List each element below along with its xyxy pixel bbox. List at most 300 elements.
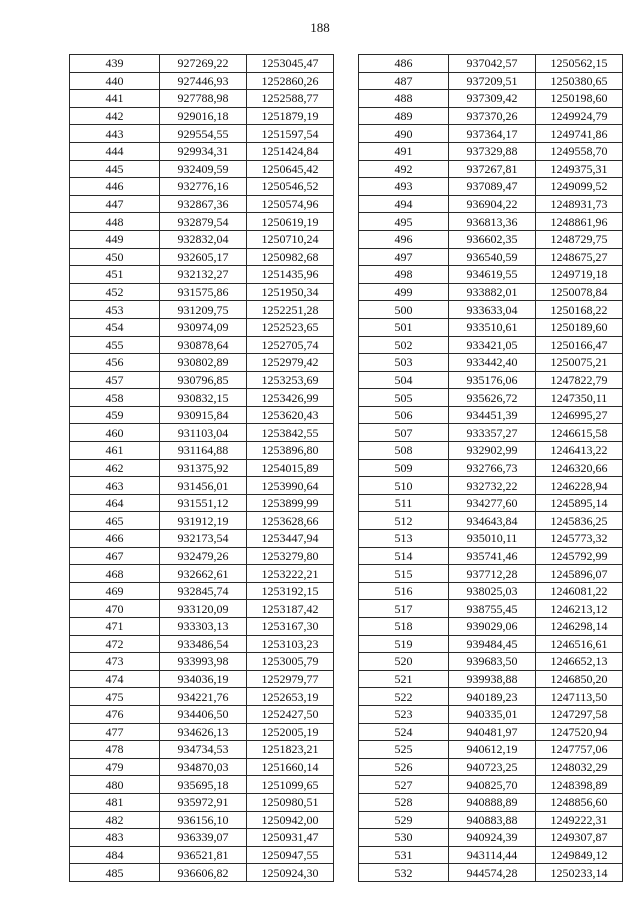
table-row bbox=[70, 705, 334, 723]
x-coordinate-cell: 937089,47 bbox=[449, 178, 536, 196]
table-row bbox=[359, 600, 623, 618]
x-coordinate-cell: 934451,39 bbox=[449, 406, 536, 424]
x-coordinate-cell: 939484,45 bbox=[449, 635, 536, 653]
table-row bbox=[359, 371, 623, 389]
y-coordinate-cell: 1253990,64 bbox=[247, 477, 334, 495]
x-coordinate-cell: 931912,19 bbox=[160, 512, 247, 530]
point-number-cell: 447 bbox=[70, 195, 160, 213]
table-row bbox=[70, 758, 334, 776]
table-row bbox=[359, 635, 623, 653]
x-coordinate-cell: 932776,16 bbox=[160, 178, 247, 196]
point-number-cell: 514 bbox=[359, 547, 449, 565]
point-number-cell: 460 bbox=[70, 424, 160, 442]
y-coordinate-cell: 1252005,19 bbox=[247, 723, 334, 741]
y-coordinate-cell: 1251879,19 bbox=[247, 107, 334, 125]
table-row bbox=[70, 125, 334, 143]
point-number-cell: 504 bbox=[359, 371, 449, 389]
point-number-cell: 448 bbox=[70, 213, 160, 231]
y-coordinate-cell: 1253187,42 bbox=[247, 600, 334, 618]
x-coordinate-cell: 933486,54 bbox=[160, 635, 247, 653]
table-row bbox=[359, 688, 623, 706]
table-row bbox=[359, 107, 623, 125]
table-row bbox=[70, 90, 334, 108]
x-coordinate-cell: 933421,05 bbox=[449, 336, 536, 354]
x-coordinate-cell: 938755,45 bbox=[449, 600, 536, 618]
y-coordinate-cell: 1253628,66 bbox=[247, 512, 334, 530]
point-number-cell: 522 bbox=[359, 688, 449, 706]
x-coordinate-cell: 932845,74 bbox=[160, 582, 247, 600]
y-coordinate-cell: 1251099,65 bbox=[247, 776, 334, 794]
table-row bbox=[70, 741, 334, 759]
x-coordinate-cell: 930878,64 bbox=[160, 336, 247, 354]
y-coordinate-cell: 1249307,87 bbox=[536, 829, 623, 847]
y-coordinate-cell: 1248729,75 bbox=[536, 230, 623, 248]
table-row bbox=[70, 811, 334, 829]
table-row bbox=[359, 442, 623, 460]
point-number-cell: 439 bbox=[70, 55, 160, 73]
coordinates-table-right-body bbox=[359, 55, 623, 882]
point-number-cell: 452 bbox=[70, 283, 160, 301]
table-row bbox=[359, 142, 623, 160]
y-coordinate-cell: 1253167,30 bbox=[247, 618, 334, 636]
y-coordinate-cell: 1250574,96 bbox=[247, 195, 334, 213]
x-coordinate-cell: 927788,98 bbox=[160, 90, 247, 108]
table-row bbox=[70, 776, 334, 794]
x-coordinate-cell: 933442,40 bbox=[449, 354, 536, 372]
table-row bbox=[359, 125, 623, 143]
y-coordinate-cell: 1249741,86 bbox=[536, 125, 623, 143]
table-row bbox=[359, 670, 623, 688]
point-number-cell: 468 bbox=[70, 565, 160, 583]
point-number-cell: 451 bbox=[70, 266, 160, 284]
x-coordinate-cell: 936606,82 bbox=[160, 864, 247, 882]
table-row bbox=[359, 195, 623, 213]
point-number-cell: 454 bbox=[70, 318, 160, 336]
table-row bbox=[70, 72, 334, 90]
point-number-cell: 457 bbox=[70, 371, 160, 389]
y-coordinate-cell: 1250166,47 bbox=[536, 336, 623, 354]
point-number-cell: 524 bbox=[359, 723, 449, 741]
point-number-cell: 445 bbox=[70, 160, 160, 178]
point-number-cell: 443 bbox=[70, 125, 160, 143]
table-row bbox=[359, 336, 623, 354]
point-number-cell: 491 bbox=[359, 142, 449, 160]
point-number-cell: 484 bbox=[70, 846, 160, 864]
table-row bbox=[70, 618, 334, 636]
table-row bbox=[359, 477, 623, 495]
point-number-cell: 520 bbox=[359, 653, 449, 671]
x-coordinate-cell: 940189,23 bbox=[449, 688, 536, 706]
y-coordinate-cell: 1245836,25 bbox=[536, 512, 623, 530]
table-row bbox=[359, 178, 623, 196]
point-number-cell: 453 bbox=[70, 301, 160, 319]
y-coordinate-cell: 1247520,94 bbox=[536, 723, 623, 741]
point-number-cell: 518 bbox=[359, 618, 449, 636]
table-row bbox=[359, 618, 623, 636]
y-coordinate-cell: 1249924,79 bbox=[536, 107, 623, 125]
x-coordinate-cell: 933633,04 bbox=[449, 301, 536, 319]
table-row bbox=[359, 406, 623, 424]
y-coordinate-cell: 1251435,96 bbox=[247, 266, 334, 284]
point-number-cell: 510 bbox=[359, 477, 449, 495]
table-row bbox=[359, 248, 623, 266]
y-coordinate-cell: 1250562,15 bbox=[536, 55, 623, 73]
table-row bbox=[359, 811, 623, 829]
table-row bbox=[70, 248, 334, 266]
point-number-cell: 441 bbox=[70, 90, 160, 108]
y-coordinate-cell: 1253045,47 bbox=[247, 55, 334, 73]
x-coordinate-cell: 934619,55 bbox=[449, 266, 536, 284]
point-number-cell: 490 bbox=[359, 125, 449, 143]
table-row bbox=[70, 793, 334, 811]
x-coordinate-cell: 937042,57 bbox=[449, 55, 536, 73]
table-row bbox=[359, 565, 623, 583]
point-number-cell: 513 bbox=[359, 530, 449, 548]
x-coordinate-cell: 939938,88 bbox=[449, 670, 536, 688]
table-row bbox=[70, 442, 334, 460]
page-number: 188 bbox=[310, 20, 330, 35]
y-coordinate-cell: 1252251,28 bbox=[247, 301, 334, 319]
y-coordinate-cell: 1250710,24 bbox=[247, 230, 334, 248]
table-row bbox=[359, 582, 623, 600]
point-number-cell: 529 bbox=[359, 811, 449, 829]
point-number-cell: 442 bbox=[70, 107, 160, 125]
y-coordinate-cell: 1246081,22 bbox=[536, 582, 623, 600]
point-number-cell: 523 bbox=[359, 705, 449, 723]
x-coordinate-cell: 927269,22 bbox=[160, 55, 247, 73]
table-row bbox=[359, 846, 623, 864]
point-number-cell: 463 bbox=[70, 477, 160, 495]
x-coordinate-cell: 931456,01 bbox=[160, 477, 247, 495]
y-coordinate-cell: 1251950,34 bbox=[247, 283, 334, 301]
point-number-cell: 440 bbox=[70, 72, 160, 90]
table-row bbox=[359, 389, 623, 407]
x-coordinate-cell: 935010,11 bbox=[449, 530, 536, 548]
table-row bbox=[359, 653, 623, 671]
x-coordinate-cell: 932902,99 bbox=[449, 442, 536, 460]
table-row bbox=[359, 512, 623, 530]
y-coordinate-cell: 1253447,94 bbox=[247, 530, 334, 548]
x-coordinate-cell: 932409,59 bbox=[160, 160, 247, 178]
x-coordinate-cell: 936156,10 bbox=[160, 811, 247, 829]
point-number-cell: 444 bbox=[70, 142, 160, 160]
x-coordinate-cell: 933882,01 bbox=[449, 283, 536, 301]
point-number-cell: 477 bbox=[70, 723, 160, 741]
x-coordinate-cell: 940481,97 bbox=[449, 723, 536, 741]
table-row bbox=[70, 864, 334, 882]
table-row bbox=[359, 741, 623, 759]
x-coordinate-cell: 937370,26 bbox=[449, 107, 536, 125]
table-row bbox=[70, 512, 334, 530]
table-row bbox=[70, 406, 334, 424]
table-row bbox=[70, 530, 334, 548]
table-row bbox=[70, 318, 334, 336]
point-number-cell: 492 bbox=[359, 160, 449, 178]
y-coordinate-cell: 1247297,58 bbox=[536, 705, 623, 723]
point-number-cell: 465 bbox=[70, 512, 160, 530]
point-number-cell: 507 bbox=[359, 424, 449, 442]
x-coordinate-cell: 940612,19 bbox=[449, 741, 536, 759]
x-coordinate-cell: 932132,27 bbox=[160, 266, 247, 284]
point-number-cell: 472 bbox=[70, 635, 160, 653]
table-row bbox=[359, 547, 623, 565]
table-row bbox=[359, 494, 623, 512]
point-number-cell: 469 bbox=[70, 582, 160, 600]
y-coordinate-cell: 1253253,69 bbox=[247, 371, 334, 389]
point-number-cell: 496 bbox=[359, 230, 449, 248]
table-row bbox=[359, 213, 623, 231]
x-coordinate-cell: 940723,25 bbox=[449, 758, 536, 776]
x-coordinate-cell: 937309,42 bbox=[449, 90, 536, 108]
table-row bbox=[70, 582, 334, 600]
y-coordinate-cell: 1250075,21 bbox=[536, 354, 623, 372]
x-coordinate-cell: 933357,27 bbox=[449, 424, 536, 442]
x-coordinate-cell: 934277,60 bbox=[449, 494, 536, 512]
point-number-cell: 502 bbox=[359, 336, 449, 354]
point-number-cell: 528 bbox=[359, 793, 449, 811]
x-coordinate-cell: 929554,55 bbox=[160, 125, 247, 143]
x-coordinate-cell: 930796,85 bbox=[160, 371, 247, 389]
x-coordinate-cell: 933993,98 bbox=[160, 653, 247, 671]
table-row bbox=[70, 178, 334, 196]
x-coordinate-cell: 936904,22 bbox=[449, 195, 536, 213]
y-coordinate-cell: 1253279,80 bbox=[247, 547, 334, 565]
x-coordinate-cell: 940883,88 bbox=[449, 811, 536, 829]
table-row bbox=[70, 160, 334, 178]
y-coordinate-cell: 1253426,99 bbox=[247, 389, 334, 407]
point-number-cell: 476 bbox=[70, 705, 160, 723]
point-number-cell: 519 bbox=[359, 635, 449, 653]
x-coordinate-cell: 932662,61 bbox=[160, 565, 247, 583]
y-coordinate-cell: 1253842,55 bbox=[247, 424, 334, 442]
x-coordinate-cell: 940825,70 bbox=[449, 776, 536, 794]
table-row bbox=[359, 230, 623, 248]
table-row bbox=[70, 55, 334, 73]
y-coordinate-cell: 1252705,74 bbox=[247, 336, 334, 354]
x-coordinate-cell: 939029,06 bbox=[449, 618, 536, 636]
x-coordinate-cell: 932479,26 bbox=[160, 547, 247, 565]
y-coordinate-cell: 1252979,77 bbox=[247, 670, 334, 688]
y-coordinate-cell: 1250982,68 bbox=[247, 248, 334, 266]
table-row bbox=[359, 72, 623, 90]
point-number-cell: 462 bbox=[70, 459, 160, 477]
y-coordinate-cell: 1252979,42 bbox=[247, 354, 334, 372]
coordinates-table-right bbox=[358, 54, 623, 882]
x-coordinate-cell: 931551,12 bbox=[160, 494, 247, 512]
y-coordinate-cell: 1250619,19 bbox=[247, 213, 334, 231]
y-coordinate-cell: 1248861,96 bbox=[536, 213, 623, 231]
point-number-cell: 446 bbox=[70, 178, 160, 196]
point-number-cell: 455 bbox=[70, 336, 160, 354]
y-coordinate-cell: 1252427,50 bbox=[247, 705, 334, 723]
point-number-cell: 486 bbox=[359, 55, 449, 73]
point-number-cell: 474 bbox=[70, 670, 160, 688]
point-number-cell: 532 bbox=[359, 864, 449, 882]
point-number-cell: 527 bbox=[359, 776, 449, 794]
x-coordinate-cell: 930915,84 bbox=[160, 406, 247, 424]
point-number-cell: 505 bbox=[359, 389, 449, 407]
y-coordinate-cell: 1246298,14 bbox=[536, 618, 623, 636]
y-coordinate-cell: 1250168,22 bbox=[536, 301, 623, 319]
table-row bbox=[359, 793, 623, 811]
y-coordinate-cell: 1250546,52 bbox=[247, 178, 334, 196]
y-coordinate-cell: 1250189,60 bbox=[536, 318, 623, 336]
y-coordinate-cell: 1248675,27 bbox=[536, 248, 623, 266]
table-row bbox=[70, 670, 334, 688]
x-coordinate-cell: 940924,39 bbox=[449, 829, 536, 847]
y-coordinate-cell: 1251597,54 bbox=[247, 125, 334, 143]
coordinates-table-left bbox=[69, 54, 334, 882]
y-coordinate-cell: 1254015,89 bbox=[247, 459, 334, 477]
y-coordinate-cell: 1246413,22 bbox=[536, 442, 623, 460]
table-row bbox=[359, 758, 623, 776]
y-coordinate-cell: 1246995,27 bbox=[536, 406, 623, 424]
table-row bbox=[70, 424, 334, 442]
x-coordinate-cell: 936813,36 bbox=[449, 213, 536, 231]
x-coordinate-cell: 936339,07 bbox=[160, 829, 247, 847]
table-row bbox=[70, 301, 334, 319]
x-coordinate-cell: 938025,03 bbox=[449, 582, 536, 600]
x-coordinate-cell: 932879,54 bbox=[160, 213, 247, 231]
point-number-cell: 495 bbox=[359, 213, 449, 231]
point-number-cell: 508 bbox=[359, 442, 449, 460]
point-number-cell: 489 bbox=[359, 107, 449, 125]
table-row bbox=[359, 424, 623, 442]
x-coordinate-cell: 932173,54 bbox=[160, 530, 247, 548]
point-number-cell: 475 bbox=[70, 688, 160, 706]
point-number-cell: 500 bbox=[359, 301, 449, 319]
point-number-cell: 481 bbox=[70, 793, 160, 811]
point-number-cell: 459 bbox=[70, 406, 160, 424]
y-coordinate-cell: 1246516,61 bbox=[536, 635, 623, 653]
point-number-cell: 467 bbox=[70, 547, 160, 565]
table-row bbox=[359, 723, 623, 741]
point-number-cell: 517 bbox=[359, 600, 449, 618]
point-number-cell: 483 bbox=[70, 829, 160, 847]
x-coordinate-cell: 931164,88 bbox=[160, 442, 247, 460]
table-row bbox=[70, 494, 334, 512]
table-row bbox=[359, 160, 623, 178]
point-number-cell: 512 bbox=[359, 512, 449, 530]
table-row bbox=[359, 55, 623, 73]
y-coordinate-cell: 1249558,70 bbox=[536, 142, 623, 160]
y-coordinate-cell: 1249375,31 bbox=[536, 160, 623, 178]
table-row bbox=[70, 723, 334, 741]
y-coordinate-cell: 1246615,58 bbox=[536, 424, 623, 442]
x-coordinate-cell: 934036,19 bbox=[160, 670, 247, 688]
x-coordinate-cell: 934643,84 bbox=[449, 512, 536, 530]
y-coordinate-cell: 1253222,21 bbox=[247, 565, 334, 583]
point-number-cell: 493 bbox=[359, 178, 449, 196]
table-row bbox=[70, 846, 334, 864]
x-coordinate-cell: 936602,35 bbox=[449, 230, 536, 248]
y-coordinate-cell: 1253896,80 bbox=[247, 442, 334, 460]
x-coordinate-cell: 937267,81 bbox=[449, 160, 536, 178]
y-coordinate-cell: 1245895,14 bbox=[536, 494, 623, 512]
y-coordinate-cell: 1252523,65 bbox=[247, 318, 334, 336]
x-coordinate-cell: 937329,88 bbox=[449, 142, 536, 160]
y-coordinate-cell: 1246850,20 bbox=[536, 670, 623, 688]
y-coordinate-cell: 1250924,30 bbox=[247, 864, 334, 882]
y-coordinate-cell: 1252860,26 bbox=[247, 72, 334, 90]
table-row bbox=[70, 635, 334, 653]
table-row bbox=[70, 565, 334, 583]
point-number-cell: 485 bbox=[70, 864, 160, 882]
point-number-cell: 530 bbox=[359, 829, 449, 847]
x-coordinate-cell: 931209,75 bbox=[160, 301, 247, 319]
point-number-cell: 479 bbox=[70, 758, 160, 776]
point-number-cell: 450 bbox=[70, 248, 160, 266]
x-coordinate-cell: 936540,59 bbox=[449, 248, 536, 266]
y-coordinate-cell: 1245896,07 bbox=[536, 565, 623, 583]
point-number-cell: 456 bbox=[70, 354, 160, 372]
y-coordinate-cell: 1252588,77 bbox=[247, 90, 334, 108]
y-coordinate-cell: 1251823,21 bbox=[247, 741, 334, 759]
point-number-cell: 471 bbox=[70, 618, 160, 636]
point-number-cell: 466 bbox=[70, 530, 160, 548]
point-number-cell: 501 bbox=[359, 318, 449, 336]
y-coordinate-cell: 1247822,79 bbox=[536, 371, 623, 389]
y-coordinate-cell: 1251424,84 bbox=[247, 142, 334, 160]
x-coordinate-cell: 929016,18 bbox=[160, 107, 247, 125]
point-number-cell: 464 bbox=[70, 494, 160, 512]
point-number-cell: 526 bbox=[359, 758, 449, 776]
y-coordinate-cell: 1247113,50 bbox=[536, 688, 623, 706]
table-row bbox=[359, 318, 623, 336]
x-coordinate-cell: 937712,28 bbox=[449, 565, 536, 583]
y-coordinate-cell: 1250233,14 bbox=[536, 864, 623, 882]
table-row bbox=[359, 705, 623, 723]
x-coordinate-cell: 930832,15 bbox=[160, 389, 247, 407]
y-coordinate-cell: 1250078,84 bbox=[536, 283, 623, 301]
y-coordinate-cell: 1245792,99 bbox=[536, 547, 623, 565]
table-row bbox=[359, 283, 623, 301]
point-number-cell: 473 bbox=[70, 653, 160, 671]
table-row bbox=[359, 90, 623, 108]
point-number-cell: 515 bbox=[359, 565, 449, 583]
point-number-cell: 478 bbox=[70, 741, 160, 759]
table-row bbox=[70, 213, 334, 231]
coordinates-table-left-body bbox=[70, 55, 334, 882]
x-coordinate-cell: 934221,76 bbox=[160, 688, 247, 706]
table-row bbox=[70, 283, 334, 301]
point-number-cell: 488 bbox=[359, 90, 449, 108]
point-number-cell: 458 bbox=[70, 389, 160, 407]
x-coordinate-cell: 930974,09 bbox=[160, 318, 247, 336]
table-row bbox=[70, 107, 334, 125]
table-row bbox=[70, 600, 334, 618]
x-coordinate-cell: 932832,04 bbox=[160, 230, 247, 248]
x-coordinate-cell: 934870,03 bbox=[160, 758, 247, 776]
point-number-cell: 506 bbox=[359, 406, 449, 424]
y-coordinate-cell: 1249849,12 bbox=[536, 846, 623, 864]
table-row bbox=[70, 336, 334, 354]
y-coordinate-cell: 1246228,94 bbox=[536, 477, 623, 495]
y-coordinate-cell: 1246652,13 bbox=[536, 653, 623, 671]
table-row bbox=[70, 266, 334, 284]
point-number-cell: 480 bbox=[70, 776, 160, 794]
table-row bbox=[70, 477, 334, 495]
x-coordinate-cell: 939683,50 bbox=[449, 653, 536, 671]
table-row bbox=[70, 142, 334, 160]
x-coordinate-cell: 944574,28 bbox=[449, 864, 536, 882]
x-coordinate-cell: 934406,50 bbox=[160, 705, 247, 723]
x-coordinate-cell: 935972,91 bbox=[160, 793, 247, 811]
y-coordinate-cell: 1245773,32 bbox=[536, 530, 623, 548]
y-coordinate-cell: 1251660,14 bbox=[247, 758, 334, 776]
x-coordinate-cell: 937209,51 bbox=[449, 72, 536, 90]
table-row bbox=[70, 459, 334, 477]
